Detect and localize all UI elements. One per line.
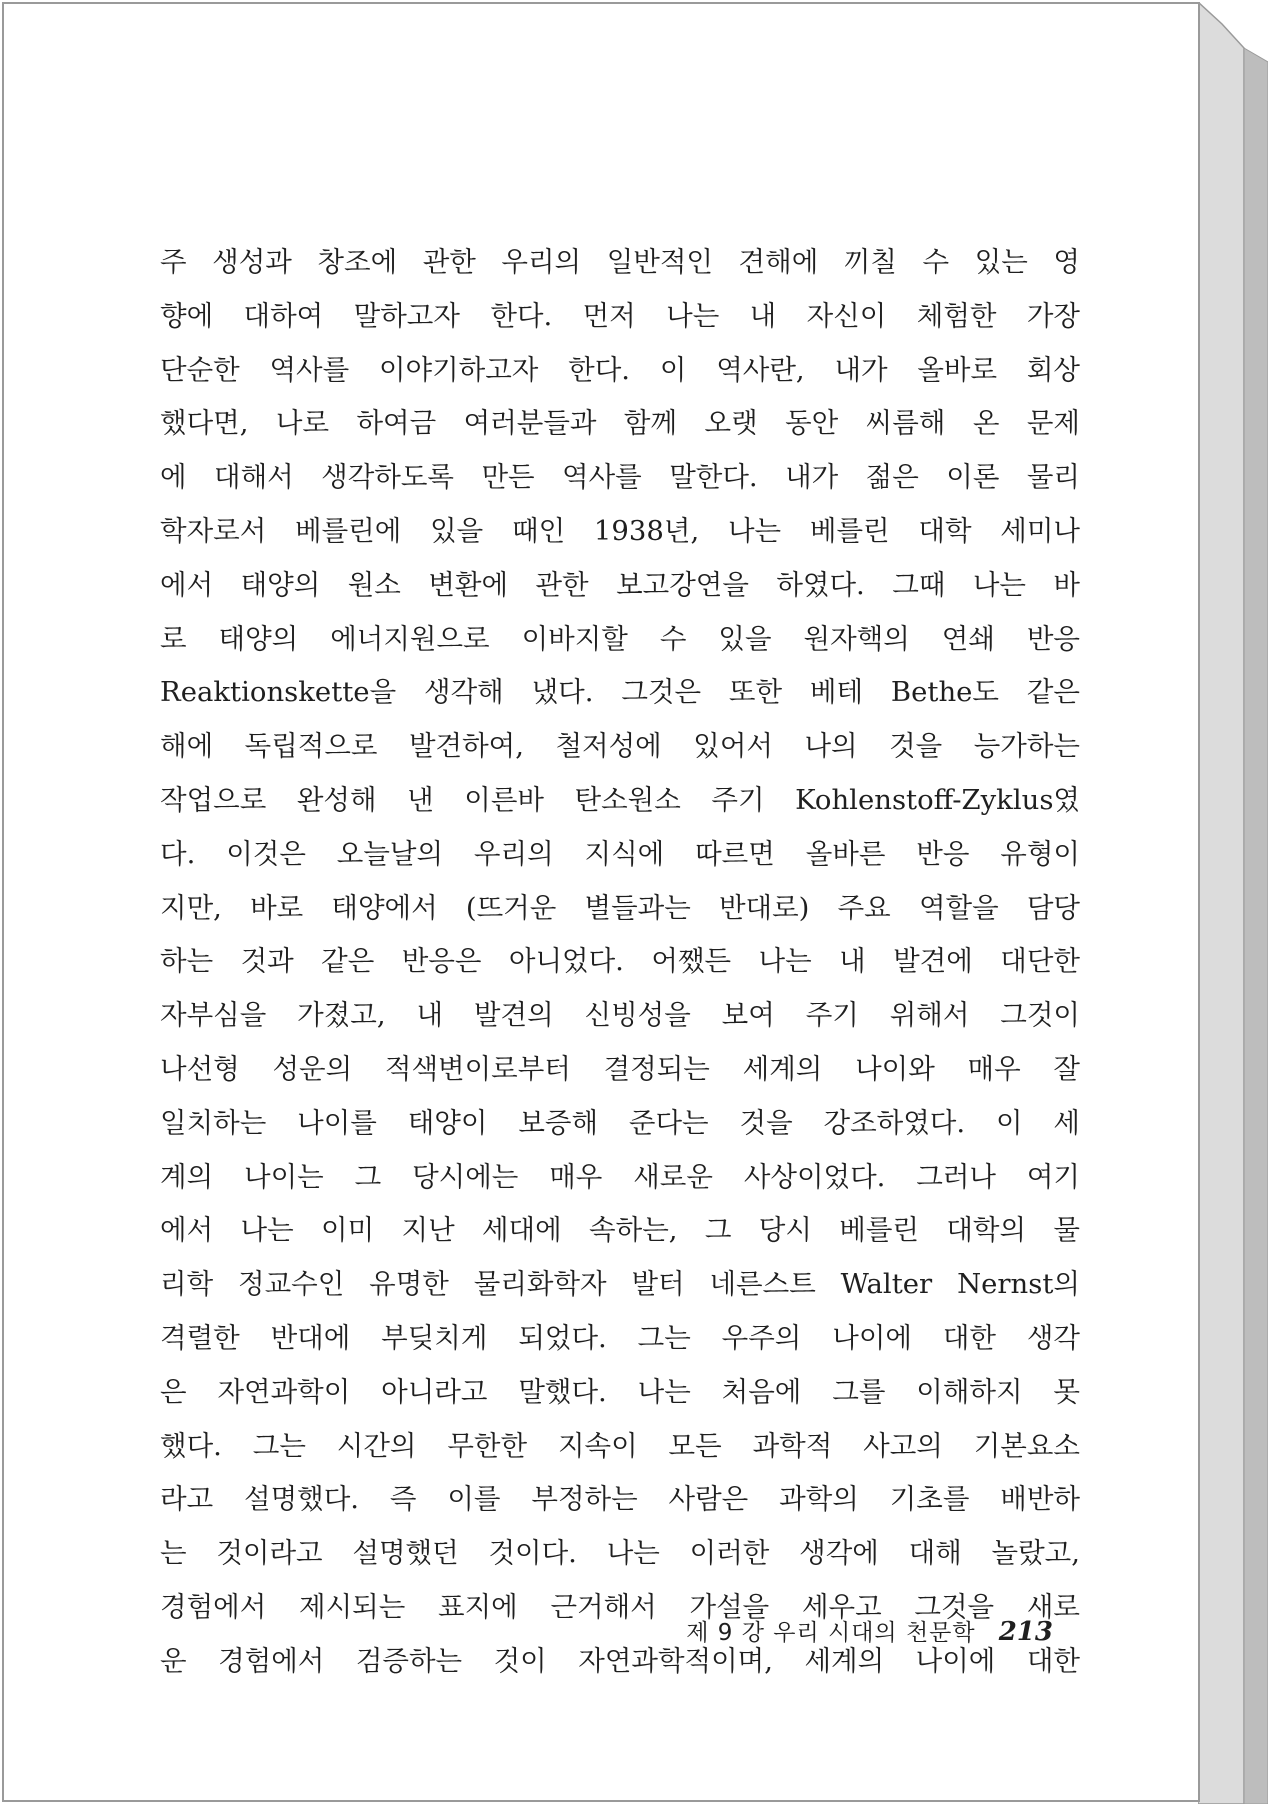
body-line: 운 경험에서 검증하는 것이 자연과학적이며, 세계의 나이에 대한 [160,1644,1080,1677]
body-line: 하는 것과 같은 반응은 아니었다. 어쨌든 나는 내 발견에 대단한 [160,945,1080,978]
body-line: 주 생성과 창조에 관한 우리의 일반적인 견해에 끼칠 수 있는 영 [160,246,1080,278]
body-line: 에 대해서 생각하도록 만든 역사를 말한다. 내가 젊은 이론 물리 [160,461,1080,494]
body-line: 지만, 바로 태양에서 (뜨거운 별들과는 반대로) 주요 역할을 담당 [160,891,1080,924]
body-line: 은 자연과학이 아니라고 말했다. 나는 처음에 그를 이해하지 못 [160,1375,1080,1408]
body-line: 경험에서 제시되는 표지에 근거해서 가설을 세우고 그것을 새로 [160,1590,1080,1623]
body-line: 향에 대하여 말하고자 한다. 먼저 나는 내 자신이 체험한 가장 [160,299,1080,332]
body-line: 에서 나는 이미 지난 세대에 속하는, 그 당시 베를린 대학의 물 [160,1214,1080,1247]
page-footer [686,1612,1053,1652]
body-line: 자부심을 가졌고, 내 발견의 신빙성을 보여 주기 위해서 그것이 [160,999,1080,1032]
body-line: 작업으로 완성해 낸 이른바 탄소원소 주기 Kohlenstoff-Zyklus였 [160,783,1080,816]
body-line: 계의 나이는 그 당시에는 매우 새로운 사상이었다. 그러나 여기 [160,1160,1080,1193]
body-line: 했다면, 나로 하여금 여러분들과 함께 오랫 동안 씨름해 온 문제 [160,407,1080,440]
body-line: 일치하는 나이를 태양이 보증해 준다는 것을 강조하였다. 이 세 [160,1106,1080,1139]
body-line: 단순한 역사를 이야기하고자 한다. 이 역사란, 내가 올바로 회상 [160,353,1080,386]
body-line: 는 것이라고 설명했던 것이다. 나는 이러한 생각에 대해 놀랐고, [160,1537,1080,1570]
body-text [160,236,1080,1689]
body-line: 다. 이것은 오늘날의 우리의 지식에 따르면 올바른 반응 유형이 [160,837,1080,870]
body-line: 해에 독립적으로 발견하여, 철저성에 있어서 나의 것을 능가하는 [160,730,1080,763]
body-line: 라고 설명했다. 즉 이를 부정하는 사람은 과학의 기초를 배반하 [160,1483,1080,1516]
body-line: 에서 태양의 원소 변환에 관한 보고강연을 하였다. 그때 나는 바 [160,568,1080,601]
body-line: Reaktionskette을 생각해 냈다. 그것은 또한 베테 Bethe도 같은 [160,676,1080,709]
running-title: 제 9 강 우리 시대의 천문학 [686,1620,976,1646]
body-line: 리학 정교수인 유명한 물리화학자 발터 네른스트 Walter Nernst의 [160,1268,1080,1301]
body-line: 했다. 그는 시간의 무한한 지속이 모든 과학적 사고의 기본요소 [160,1429,1080,1462]
body-line: 학자로서 베를린에 있을 때인 1938년, 나는 베를린 대학 세미나 [160,514,1080,547]
page-number: 213 [998,1617,1053,1647]
body-line: 격렬한 반대에 부딪치게 되었다. 그는 우주의 나이에 대한 생각 [160,1321,1080,1354]
body-line: 나선형 성운의 적색변이로부터 결정되는 세계의 나이와 매우 잘 [160,1052,1080,1085]
page-edge [1198,2,1268,1804]
body-line: 로 태양의 에너지원으로 이바지할 수 있을 원자핵의 연쇄 반응 [160,622,1080,655]
